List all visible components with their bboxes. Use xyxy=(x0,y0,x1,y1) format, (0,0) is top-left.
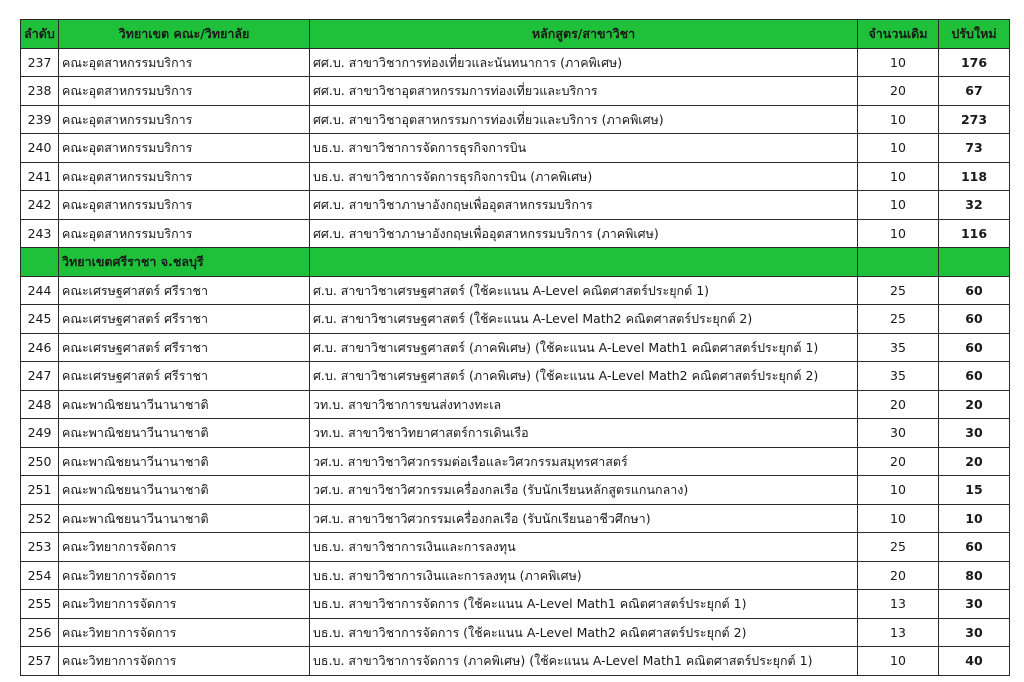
table-row xyxy=(21,533,1010,562)
original-count: 35 xyxy=(858,362,939,391)
original-count: 13 xyxy=(858,590,939,619)
faculty-cell: คณะพาณิชยนาวีนานาชาติ xyxy=(59,390,310,419)
table-row xyxy=(21,162,1010,191)
program-cell: วศ.บ. สาขาวิชาวิศวกรรมต่อเรือและวิศวกรรมสมุทรศาสตร์ xyxy=(310,447,858,476)
faculty-cell: คณะวิทยาการจัดการ xyxy=(59,647,310,676)
table-row xyxy=(21,134,1010,163)
program-cell: ศ.บ. สาขาวิชาเศรษฐศาสตร์ (ใช้คะแนน A-Level คณิตศาสตร์ประยุกต์ 1) xyxy=(310,276,858,305)
quota-table xyxy=(20,19,1010,676)
faculty-cell: คณะอุตสาหกรรมบริการ xyxy=(59,134,310,163)
faculty-cell: คณะเศรษฐศาสตร์ ศรีราชา xyxy=(59,362,310,391)
row-number: 239 xyxy=(21,105,59,134)
faculty-cell: คณะอุตสาหกรรมบริการ xyxy=(59,162,310,191)
table-row xyxy=(21,48,1010,77)
section-cell xyxy=(858,248,939,277)
original-count: 10 xyxy=(858,504,939,533)
program-cell: ศ.บ. สาขาวิชาเศรษฐศาสตร์ (ภาคพิเศษ) (ใช้คะแนน A-Level Math1 คณิตศาสตร์ประยุกต์ 1) xyxy=(310,333,858,362)
new-count: 273 xyxy=(939,105,1010,134)
faculty-cell: คณะวิทยาการจัดการ xyxy=(59,561,310,590)
program-cell: ศศ.บ. สาขาวิชาอุตสาหกรรมการท่องเที่ยวและบริการ xyxy=(310,77,858,106)
original-count: 10 xyxy=(858,134,939,163)
original-count: 25 xyxy=(858,305,939,334)
row-number: 241 xyxy=(21,162,59,191)
original-count: 20 xyxy=(858,390,939,419)
new-count: 67 xyxy=(939,77,1010,106)
table-row xyxy=(21,561,1010,590)
faculty-cell: คณะอุตสาหกรรมบริการ xyxy=(59,77,310,106)
program-cell: ศศ.บ. สาขาวิชาอุตสาหกรรมการท่องเที่ยวและบริการ (ภาคพิเศษ) xyxy=(310,105,858,134)
section-cell xyxy=(939,248,1010,277)
row-number: 252 xyxy=(21,504,59,533)
original-count: 30 xyxy=(858,419,939,448)
faculty-cell: คณะวิทยาการจัดการ xyxy=(59,533,310,562)
original-count: 35 xyxy=(858,333,939,362)
row-number: 246 xyxy=(21,333,59,362)
row-number: 251 xyxy=(21,476,59,505)
program-cell: วท.บ. สาขาวิชาการขนส่งทางทะเล xyxy=(310,390,858,419)
original-count: 20 xyxy=(858,561,939,590)
faculty-cell: คณะเศรษฐศาสตร์ ศรีราชา xyxy=(59,276,310,305)
new-count: 30 xyxy=(939,590,1010,619)
new-count: 30 xyxy=(939,419,1010,448)
table-row xyxy=(21,305,1010,334)
section-cell xyxy=(21,248,59,277)
faculty-cell: คณะเศรษฐศาสตร์ ศรีราชา xyxy=(59,305,310,334)
row-number: 244 xyxy=(21,276,59,305)
table-row xyxy=(21,390,1010,419)
table-row xyxy=(21,419,1010,448)
original-count: 10 xyxy=(858,162,939,191)
program-cell: บธ.บ. สาขาวิชาการจัดการ (ใช้คะแนน A-Level Math1 คณิตศาสตร์ประยุกต์ 1) xyxy=(310,590,858,619)
faculty-cell: คณะอุตสาหกรรมบริการ xyxy=(59,105,310,134)
faculty-cell: คณะอุตสาหกรรมบริการ xyxy=(59,219,310,248)
header-new: ปรับใหม่ xyxy=(939,20,1010,49)
original-count: 10 xyxy=(858,105,939,134)
faculty-cell: คณะพาณิชยนาวีนานาชาติ xyxy=(59,476,310,505)
program-cell: ศศ.บ. สาขาวิชาภาษาอังกฤษเพื่ออุตสาหกรรมบริการ xyxy=(310,191,858,220)
original-count: 10 xyxy=(858,48,939,77)
new-count: 60 xyxy=(939,533,1010,562)
row-number: 245 xyxy=(21,305,59,334)
new-count: 60 xyxy=(939,362,1010,391)
table-row xyxy=(21,447,1010,476)
original-count: 10 xyxy=(858,191,939,220)
section-row xyxy=(21,248,1010,277)
new-count: 116 xyxy=(939,219,1010,248)
faculty-cell: คณะพาณิชยนาวีนานาชาติ xyxy=(59,504,310,533)
new-count: 73 xyxy=(939,134,1010,163)
faculty-cell: คณะวิทยาการจัดการ xyxy=(59,618,310,647)
program-cell: ศศ.บ. สาขาวิชาภาษาอังกฤษเพื่ออุตสาหกรรมบริการ (ภาคพิเศษ) xyxy=(310,219,858,248)
program-cell: ศ.บ. สาขาวิชาเศรษฐศาสตร์ (ภาคพิเศษ) (ใช้คะแนน A-Level Math2 คณิตศาสตร์ประยุกต์ 2) xyxy=(310,362,858,391)
program-cell: วศ.บ. สาขาวิชาวิศวกรรมเครื่องกลเรือ (รับนักเรียนอาชีวศึกษา) xyxy=(310,504,858,533)
faculty-cell: คณะอุตสาหกรรมบริการ xyxy=(59,48,310,77)
row-number: 238 xyxy=(21,77,59,106)
new-count: 80 xyxy=(939,561,1010,590)
original-count: 25 xyxy=(858,276,939,305)
new-count: 30 xyxy=(939,618,1010,647)
new-count: 60 xyxy=(939,276,1010,305)
table-row xyxy=(21,105,1010,134)
row-number: 237 xyxy=(21,48,59,77)
row-number: 257 xyxy=(21,647,59,676)
original-count: 10 xyxy=(858,647,939,676)
faculty-cell: คณะอุตสาหกรรมบริการ xyxy=(59,191,310,220)
table-row xyxy=(21,77,1010,106)
table-row xyxy=(21,476,1010,505)
new-count: 60 xyxy=(939,305,1010,334)
faculty-cell: คณะเศรษฐศาสตร์ ศรีราชา xyxy=(59,333,310,362)
table-body xyxy=(21,48,1010,675)
original-count: 10 xyxy=(858,219,939,248)
table-row xyxy=(21,362,1010,391)
new-count: 10 xyxy=(939,504,1010,533)
new-count: 40 xyxy=(939,647,1010,676)
table-row xyxy=(21,647,1010,676)
section-title: วิทยาเขตศรีราชา จ.ชลบุรี xyxy=(59,248,310,277)
row-number: 248 xyxy=(21,390,59,419)
header-no: ลำดับ xyxy=(21,20,59,49)
header-program: หลักสูตร/สาขาวิชา xyxy=(310,20,858,49)
program-cell: บธ.บ. สาขาวิชาการจัดการ (ภาคพิเศษ) (ใช้คะแนน A-Level Math1 คณิตศาสตร์ประยุกต์ 1) xyxy=(310,647,858,676)
program-cell: ศ.บ. สาขาวิชาเศรษฐศาสตร์ (ใช้คะแนน A-Level Math2 คณิตศาสตร์ประยุกต์ 2) xyxy=(310,305,858,334)
program-cell: บธ.บ. สาขาวิชาการจัดการธุรกิจการบิน (ภาคพิเศษ) xyxy=(310,162,858,191)
program-cell: วท.บ. สาขาวิชาวิทยาศาสตร์การเดินเรือ xyxy=(310,419,858,448)
table-row xyxy=(21,276,1010,305)
program-cell: บธ.บ. สาขาวิชาการจัดการ (ใช้คะแนน A-Level Math2 คณิตศาสตร์ประยุกต์ 2) xyxy=(310,618,858,647)
program-cell: ศศ.บ. สาขาวิชาการท่องเที่ยวและนันทนาการ (ภาคพิเศษ) xyxy=(310,48,858,77)
table-row xyxy=(21,618,1010,647)
section-cell xyxy=(310,248,858,277)
header-faculty: วิทยาเขต คณะ/วิทยาลัย xyxy=(59,20,310,49)
row-number: 250 xyxy=(21,447,59,476)
row-number: 254 xyxy=(21,561,59,590)
program-cell: วศ.บ. สาขาวิชาวิศวกรรมเครื่องกลเรือ (รับนักเรียนหลักสูตรแกนกลาง) xyxy=(310,476,858,505)
original-count: 25 xyxy=(858,533,939,562)
row-number: 255 xyxy=(21,590,59,619)
program-cell: บธ.บ. สาขาวิชาการเงินและการลงทุน xyxy=(310,533,858,562)
new-count: 15 xyxy=(939,476,1010,505)
header-original: จำนวนเดิม xyxy=(858,20,939,49)
faculty-cell: คณะวิทยาการจัดการ xyxy=(59,590,310,619)
table-header-row xyxy=(21,20,1010,49)
new-count: 32 xyxy=(939,191,1010,220)
table-row xyxy=(21,191,1010,220)
row-number: 243 xyxy=(21,219,59,248)
row-number: 249 xyxy=(21,419,59,448)
original-count: 13 xyxy=(858,618,939,647)
new-count: 118 xyxy=(939,162,1010,191)
row-number: 256 xyxy=(21,618,59,647)
original-count: 20 xyxy=(858,447,939,476)
faculty-cell: คณะพาณิชยนาวีนานาชาติ xyxy=(59,447,310,476)
faculty-cell: คณะพาณิชยนาวีนานาชาติ xyxy=(59,419,310,448)
program-cell: บธ.บ. สาขาวิชาการจัดการธุรกิจการบิน xyxy=(310,134,858,163)
new-count: 60 xyxy=(939,333,1010,362)
table-row xyxy=(21,219,1010,248)
table-row xyxy=(21,504,1010,533)
row-number: 247 xyxy=(21,362,59,391)
row-number: 242 xyxy=(21,191,59,220)
original-count: 20 xyxy=(858,77,939,106)
row-number: 253 xyxy=(21,533,59,562)
new-count: 20 xyxy=(939,390,1010,419)
row-number: 240 xyxy=(21,134,59,163)
original-count: 10 xyxy=(858,476,939,505)
new-count: 176 xyxy=(939,48,1010,77)
program-cell: บธ.บ. สาขาวิชาการเงินและการลงทุน (ภาคพิเศษ) xyxy=(310,561,858,590)
new-count: 20 xyxy=(939,447,1010,476)
table-row xyxy=(21,333,1010,362)
table-row xyxy=(21,590,1010,619)
